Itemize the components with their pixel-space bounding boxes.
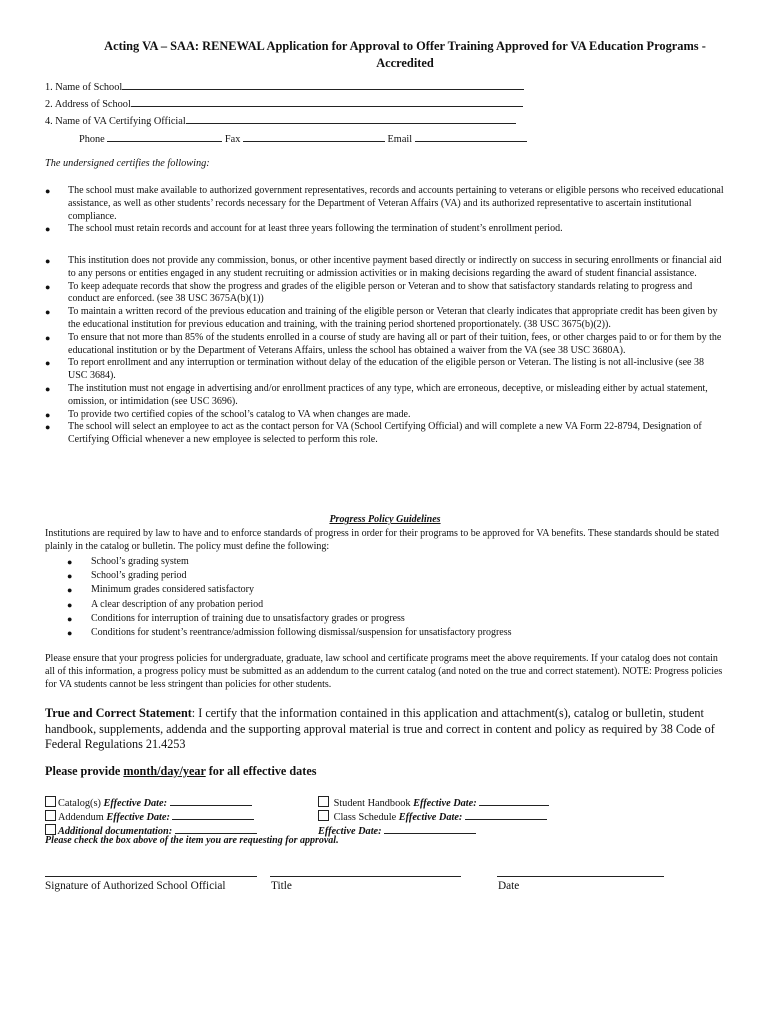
contact-row xyxy=(79,131,527,147)
bullet-icon: ● xyxy=(45,409,51,420)
bullet-icon: ● xyxy=(67,585,73,596)
list-item: ● The institution must not engage in advertising and/or enrollment practices of any type, which are erroneous, deceptive, or misleading either by actual statement, omission, or intimidation (see USC 3696). xyxy=(45,382,708,407)
school-address-row xyxy=(45,96,523,112)
form-title: Acting VA – SAA: RENEWAL Application for Approval to Offer Training Approved for VA Education Programs - Accredited xyxy=(104,39,706,70)
check-note: Please check the box above of the item you are requesting for approval. xyxy=(45,835,339,846)
bullet-icon: ● xyxy=(45,358,51,369)
school-address-label: 2. Address of School xyxy=(45,99,131,110)
fax-label: Fax xyxy=(224,134,241,145)
list-item: ● To ensure that not more than 85% of the students enrolled in a course of study are having all or part of their tuition, fees, or other charges paid to or for them by the educational institution or by the Department of Veterans Affairs, unless the school has obtained a waiver from the VA (see 38 USC 3680A). xyxy=(45,331,722,356)
bullet-icon: ● xyxy=(45,332,51,343)
list-item: ● This institution does not provide any commission, bonus, or other incentive payment based directly or indirectly on success in securing enrollments or financial aid to any persons or entities engaged in any student recruiting or admission activities or in making decisions regarding the award of student financial assistance. xyxy=(45,255,722,279)
title-label: Title xyxy=(271,880,292,892)
school-name-label: 1. Name of School xyxy=(45,82,123,93)
true-correct-label: True and Correct Statement xyxy=(45,706,192,720)
catalog-row: Catalog(s) Effective Date: xyxy=(45,795,252,811)
signature-line[interactable] xyxy=(45,876,257,877)
schedule-row: Class Schedule Effective Date: xyxy=(318,809,547,825)
schedule-date-input[interactable] xyxy=(465,809,547,820)
bullet-icon: ● xyxy=(67,613,73,624)
list-item: ● Conditions for interruption of training due to unsatisfactory grades or progress xyxy=(67,612,512,626)
list-item: ● The school must retain records and account for at least three years following the termination of student’s enrollment period. xyxy=(45,223,563,235)
bullet-icon: ● xyxy=(45,281,51,292)
list-item: ● School’s grading period xyxy=(67,569,512,583)
handbook-checkbox[interactable] xyxy=(318,796,329,807)
addendum-date-input[interactable] xyxy=(172,809,254,820)
school-name-row xyxy=(45,79,524,95)
list-item: ● To keep adequate records that show the progress and grades of the eligible person or Veteran and to show that satisfactory standards relating to progress and conduct are enforced. (see 38 USC 3675A(b)(1)) xyxy=(45,280,693,305)
phone-label: Phone xyxy=(79,134,105,145)
ensure-paragraph: Please ensure that your progress policies for undergraduate, graduate, law school and certificate programs meet the above requirements. If your catalog does not contain all of this information, a progress policy must be submitted as an addendum to the current catalog (and noted on the true and correct statement). NOTE: Progress policies for VA students cannot be less stringent than policies for other students. xyxy=(45,653,723,690)
list-item: ● To maintain a written record of the previous education and training of the eligible person or Veteran that clearly indicates that appropriate credit has been given by the educational institution for previous education and training, with the training period shortened proportionately. (38 USC 3675(b)(2)). xyxy=(45,306,718,330)
list-item: ● To provide two certified copies of the school’s catalog to VA when changes are made. xyxy=(45,408,411,420)
bullet-icon: ● xyxy=(45,383,51,394)
catalog-date-input[interactable] xyxy=(170,795,252,806)
school-address-input[interactable] xyxy=(131,96,523,107)
progress-policy-heading: Progress Policy Guidelines xyxy=(329,514,441,525)
title-line[interactable] xyxy=(270,876,461,877)
list-item: ● Minimum grades considered satisfactory xyxy=(67,583,512,597)
certifying-official-row xyxy=(45,113,516,129)
certifying-official-input[interactable] xyxy=(186,113,516,124)
fax-input[interactable] xyxy=(243,131,385,142)
handbook-date-input[interactable] xyxy=(479,795,549,806)
list-item: ● To report enrollment and any interruption or termination without delay of the education of the eligible person or Veteran. The listing is not all-inclusive (see 38 USC 3684). xyxy=(45,357,704,382)
progress-policy-intro: Institutions are required by law to have and to enforce standards of progress in order for their programs to be approved for VA benefits. These standards should be stated plainly in the catalog or bulletin. The policy must define the following: xyxy=(45,528,719,552)
true-correct-statement xyxy=(45,706,735,753)
list-item: ● The school must make available to authorized government representatives, records and accounts pertaining to veterans or eligible persons who received educational assistance, as well as other students’ records necessary for the Department of Veteran Affairs (VA) and its authorized representative to ascertain institutional compliance. xyxy=(45,185,724,222)
date-label: Date xyxy=(498,880,520,892)
list-item: ● A clear description of any probation period xyxy=(67,598,512,612)
email-input[interactable] xyxy=(415,131,527,142)
certifying-official-label: 4. Name of VA Certifying Official xyxy=(45,116,186,127)
signature-label: Signature of Authorized School Official xyxy=(45,880,226,892)
date-line[interactable] xyxy=(497,876,664,877)
list-item: ● Conditions for student’s reentrance/admission following dismissal/suspension for unsatisfactory progress xyxy=(67,626,512,640)
other-date-input[interactable] xyxy=(384,823,476,834)
email-label: Email xyxy=(387,134,413,145)
progress-policy-list xyxy=(67,555,512,640)
school-name-input[interactable] xyxy=(122,79,524,90)
certifications-list-b xyxy=(45,255,725,447)
additional-doc-input[interactable] xyxy=(175,823,257,834)
certifications-list-a xyxy=(45,185,725,236)
addendum-row: Addendum Effective Date: xyxy=(45,809,254,825)
certifies-heading: The undersigned certifies the following: xyxy=(45,158,210,169)
other-date-row: Effective Date: xyxy=(318,823,476,839)
additional-doc-row: Additional documentation: xyxy=(45,823,257,839)
phone-input[interactable] xyxy=(107,131,222,142)
bullet-icon: ● xyxy=(67,571,73,582)
bullet-icon: ● xyxy=(45,186,51,196)
dates-heading: Please provide month/day/year for all effective dates xyxy=(45,764,317,778)
schedule-checkbox[interactable] xyxy=(318,810,329,821)
list-item: ● School’s grading system xyxy=(67,555,512,569)
bullet-icon: ● xyxy=(67,628,73,639)
bullet-icon: ● xyxy=(67,599,73,610)
additional-doc-checkbox[interactable] xyxy=(45,824,56,835)
bullet-icon: ● xyxy=(45,422,51,433)
bullet-icon: ● xyxy=(45,224,51,235)
bullet-icon: ● xyxy=(67,557,73,567)
bullet-icon: ● xyxy=(45,256,51,266)
addendum-checkbox[interactable] xyxy=(45,810,56,821)
true-correct-text: : I certify that the information contained in this application and attachment(s), catalog or bulletin, student handbook, supplements, addenda and the supporting approval material is true and correct in content and policy as required by 38 Code of Federal Regulations 21.4253 xyxy=(45,706,715,751)
handbook-row: Student Handbook Effective Date: xyxy=(318,795,549,811)
bullet-icon: ● xyxy=(45,307,51,318)
catalog-checkbox[interactable] xyxy=(45,796,56,807)
list-item: ● The school will select an employee to act as the contact person for VA (School Certifying Official) and will complete a new VA Form 22-8794, Designation of Certifying Official whenever a new employee is selected to perform this role. xyxy=(45,421,702,446)
